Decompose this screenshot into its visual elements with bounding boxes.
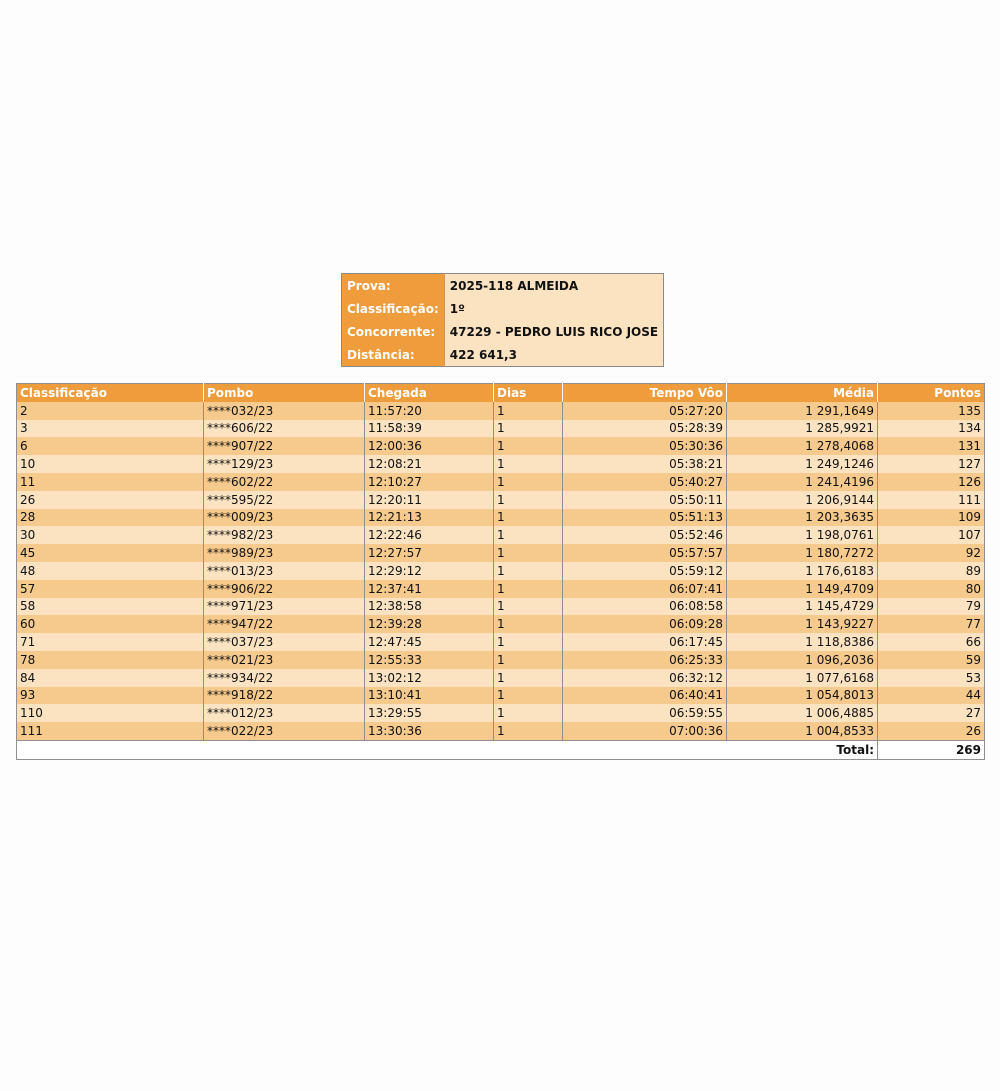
cell-dias: 1 [494, 615, 563, 633]
concorrente-value: 47229 - PEDRO LUIS RICO JOSE [444, 320, 663, 343]
cell-classificacao: 111 [17, 722, 204, 740]
cell-pombo: ****037/23 [204, 633, 365, 651]
cell-tempo-voo: 05:57:57 [563, 544, 727, 562]
cell-chegada: 11:58:39 [365, 420, 494, 438]
col-header-chegada: Chegada [365, 384, 494, 402]
cell-dias: 1 [494, 580, 563, 598]
prova-label: Prova: [342, 274, 445, 298]
cell-media: 1 143,9227 [727, 615, 878, 633]
cell-pombo: ****129/23 [204, 455, 365, 473]
cell-tempo-voo: 06:09:28 [563, 615, 727, 633]
cell-classificacao: 110 [17, 704, 204, 722]
cell-dias: 1 [494, 402, 563, 420]
cell-pontos: 111 [878, 491, 985, 509]
cell-classificacao: 71 [17, 633, 204, 651]
cell-tempo-voo: 05:50:11 [563, 491, 727, 509]
col-header-pontos: Pontos [878, 384, 985, 402]
table-row [17, 704, 985, 722]
distancia-value: 422 641,3 [444, 343, 663, 367]
cell-dias: 1 [494, 669, 563, 687]
cell-tempo-voo: 06:32:12 [563, 669, 727, 687]
info-row-classificacao [342, 297, 664, 320]
cell-pontos: 77 [878, 615, 985, 633]
cell-chegada: 13:29:55 [365, 704, 494, 722]
cell-pombo: ****009/23 [204, 509, 365, 527]
cell-chegada: 12:20:11 [365, 491, 494, 509]
cell-chegada: 12:00:36 [365, 437, 494, 455]
cell-tempo-voo: 06:59:55 [563, 704, 727, 722]
cell-dias: 1 [494, 455, 563, 473]
cell-pontos: 127 [878, 455, 985, 473]
cell-tempo-voo: 06:25:33 [563, 651, 727, 669]
cell-media: 1 203,3635 [727, 509, 878, 527]
cell-media: 1 077,6168 [727, 669, 878, 687]
cell-pombo: ****595/22 [204, 491, 365, 509]
cell-dias: 1 [494, 437, 563, 455]
info-row-distancia [342, 343, 664, 367]
cell-pombo: ****013/23 [204, 562, 365, 580]
cell-media: 1 198,0761 [727, 526, 878, 544]
cell-media: 1 096,2036 [727, 651, 878, 669]
table-row [17, 544, 985, 562]
col-header-pombo: Pombo [204, 384, 365, 402]
col-header-tempo-voo: Tempo Vôo [563, 384, 727, 402]
cell-chegada: 12:47:45 [365, 633, 494, 651]
cell-pombo: ****906/22 [204, 580, 365, 598]
cell-classificacao: 57 [17, 580, 204, 598]
prova-value: 2025-118 ALMEIDA [444, 274, 663, 298]
results-body [17, 402, 985, 741]
table-row [17, 615, 985, 633]
cell-tempo-voo: 05:38:21 [563, 455, 727, 473]
cell-classificacao: 10 [17, 455, 204, 473]
cell-chegada: 12:38:58 [365, 598, 494, 616]
total-label: Total: [17, 740, 878, 759]
cell-pontos: 131 [878, 437, 985, 455]
table-row [17, 455, 985, 473]
cell-classificacao: 60 [17, 615, 204, 633]
cell-media: 1 054,8013 [727, 687, 878, 705]
cell-pombo: ****947/22 [204, 615, 365, 633]
cell-chegada: 12:22:46 [365, 526, 494, 544]
cell-classificacao: 58 [17, 598, 204, 616]
cell-tempo-voo: 05:59:12 [563, 562, 727, 580]
distancia-label: Distância: [342, 343, 445, 367]
cell-pombo: ****934/22 [204, 669, 365, 687]
cell-classificacao: 30 [17, 526, 204, 544]
cell-chegada: 13:30:36 [365, 722, 494, 740]
cell-pontos: 79 [878, 598, 985, 616]
cell-pontos: 66 [878, 633, 985, 651]
cell-classificacao: 93 [17, 687, 204, 705]
cell-dias: 1 [494, 544, 563, 562]
cell-pombo: ****982/23 [204, 526, 365, 544]
cell-tempo-voo: 06:08:58 [563, 598, 727, 616]
cell-media: 1 149,4709 [727, 580, 878, 598]
concorrente-label: Concorrente: [342, 320, 445, 343]
cell-classificacao: 78 [17, 651, 204, 669]
table-row [17, 722, 985, 740]
cell-dias: 1 [494, 633, 563, 651]
cell-pontos: 134 [878, 420, 985, 438]
cell-dias: 1 [494, 509, 563, 527]
cell-media: 1 004,8533 [727, 722, 878, 740]
table-row [17, 473, 985, 491]
cell-pontos: 44 [878, 687, 985, 705]
cell-dias: 1 [494, 598, 563, 616]
table-row [17, 437, 985, 455]
cell-classificacao: 48 [17, 562, 204, 580]
cell-classificacao: 26 [17, 491, 204, 509]
cell-pontos: 27 [878, 704, 985, 722]
cell-tempo-voo: 05:52:46 [563, 526, 727, 544]
cell-tempo-voo: 06:17:45 [563, 633, 727, 651]
cell-pombo: ****022/23 [204, 722, 365, 740]
table-row [17, 598, 985, 616]
cell-chegada: 12:55:33 [365, 651, 494, 669]
results-table [16, 383, 985, 760]
cell-media: 1 118,8386 [727, 633, 878, 651]
cell-pombo: ****989/23 [204, 544, 365, 562]
cell-dias: 1 [494, 473, 563, 491]
classificacao-value: 1º [444, 297, 663, 320]
cell-chegada: 12:21:13 [365, 509, 494, 527]
cell-media: 1 206,9144 [727, 491, 878, 509]
cell-tempo-voo: 07:00:36 [563, 722, 727, 740]
table-row [17, 651, 985, 669]
table-row [17, 633, 985, 651]
cell-pontos: 92 [878, 544, 985, 562]
table-row [17, 420, 985, 438]
cell-pombo: ****606/22 [204, 420, 365, 438]
cell-pontos: 89 [878, 562, 985, 580]
race-info-box [341, 273, 664, 367]
cell-pontos: 126 [878, 473, 985, 491]
cell-classificacao: 6 [17, 437, 204, 455]
cell-pontos: 53 [878, 669, 985, 687]
cell-pontos: 109 [878, 509, 985, 527]
info-row-prova [342, 274, 664, 298]
cell-pombo: ****021/23 [204, 651, 365, 669]
cell-dias: 1 [494, 651, 563, 669]
total-value: 269 [878, 740, 985, 759]
table-row [17, 687, 985, 705]
cell-chegada: 12:29:12 [365, 562, 494, 580]
info-row-concorrente [342, 320, 664, 343]
cell-media: 1 180,7272 [727, 544, 878, 562]
cell-dias: 1 [494, 526, 563, 544]
total-row [17, 740, 985, 759]
cell-chegada: 12:10:27 [365, 473, 494, 491]
cell-media: 1 241,4196 [727, 473, 878, 491]
cell-pontos: 26 [878, 722, 985, 740]
cell-pontos: 80 [878, 580, 985, 598]
cell-pontos: 107 [878, 526, 985, 544]
cell-pombo: ****907/22 [204, 437, 365, 455]
cell-classificacao: 28 [17, 509, 204, 527]
table-row [17, 526, 985, 544]
cell-media: 1 285,9921 [727, 420, 878, 438]
cell-chegada: 11:57:20 [365, 402, 494, 420]
cell-chegada: 13:02:12 [365, 669, 494, 687]
cell-pontos: 135 [878, 402, 985, 420]
cell-media: 1 176,6183 [727, 562, 878, 580]
cell-chegada: 12:37:41 [365, 580, 494, 598]
cell-pombo: ****971/23 [204, 598, 365, 616]
table-row [17, 509, 985, 527]
cell-tempo-voo: 06:07:41 [563, 580, 727, 598]
cell-chegada: 12:39:28 [365, 615, 494, 633]
cell-tempo-voo: 05:28:39 [563, 420, 727, 438]
cell-classificacao: 11 [17, 473, 204, 491]
cell-tempo-voo: 05:27:20 [563, 402, 727, 420]
table-row [17, 669, 985, 687]
cell-dias: 1 [494, 420, 563, 438]
cell-classificacao: 84 [17, 669, 204, 687]
cell-pombo: ****012/23 [204, 704, 365, 722]
cell-media: 1 291,1649 [727, 402, 878, 420]
col-header-media: Média [727, 384, 878, 402]
cell-dias: 1 [494, 687, 563, 705]
cell-tempo-voo: 05:30:36 [563, 437, 727, 455]
cell-dias: 1 [494, 491, 563, 509]
cell-media: 1 145,4729 [727, 598, 878, 616]
cell-classificacao: 45 [17, 544, 204, 562]
cell-tempo-voo: 06:40:41 [563, 687, 727, 705]
table-row [17, 491, 985, 509]
cell-tempo-voo: 05:40:27 [563, 473, 727, 491]
col-header-dias: Dias [494, 384, 563, 402]
cell-tempo-voo: 05:51:13 [563, 509, 727, 527]
cell-chegada: 13:10:41 [365, 687, 494, 705]
cell-dias: 1 [494, 704, 563, 722]
cell-dias: 1 [494, 562, 563, 580]
cell-classificacao: 3 [17, 420, 204, 438]
classificacao-label: Classificação: [342, 297, 445, 320]
cell-pombo: ****918/22 [204, 687, 365, 705]
cell-pombo: ****032/23 [204, 402, 365, 420]
table-row [17, 562, 985, 580]
cell-media: 1 006,4885 [727, 704, 878, 722]
table-row [17, 402, 985, 420]
cell-dias: 1 [494, 722, 563, 740]
cell-chegada: 12:08:21 [365, 455, 494, 473]
cell-pombo: ****602/22 [204, 473, 365, 491]
cell-chegada: 12:27:57 [365, 544, 494, 562]
table-row [17, 580, 985, 598]
cell-pontos: 59 [878, 651, 985, 669]
cell-media: 1 278,4068 [727, 437, 878, 455]
table-header-row [17, 384, 985, 402]
cell-classificacao: 2 [17, 402, 204, 420]
cell-media: 1 249,1246 [727, 455, 878, 473]
col-header-classificacao: Classificação [17, 384, 204, 402]
